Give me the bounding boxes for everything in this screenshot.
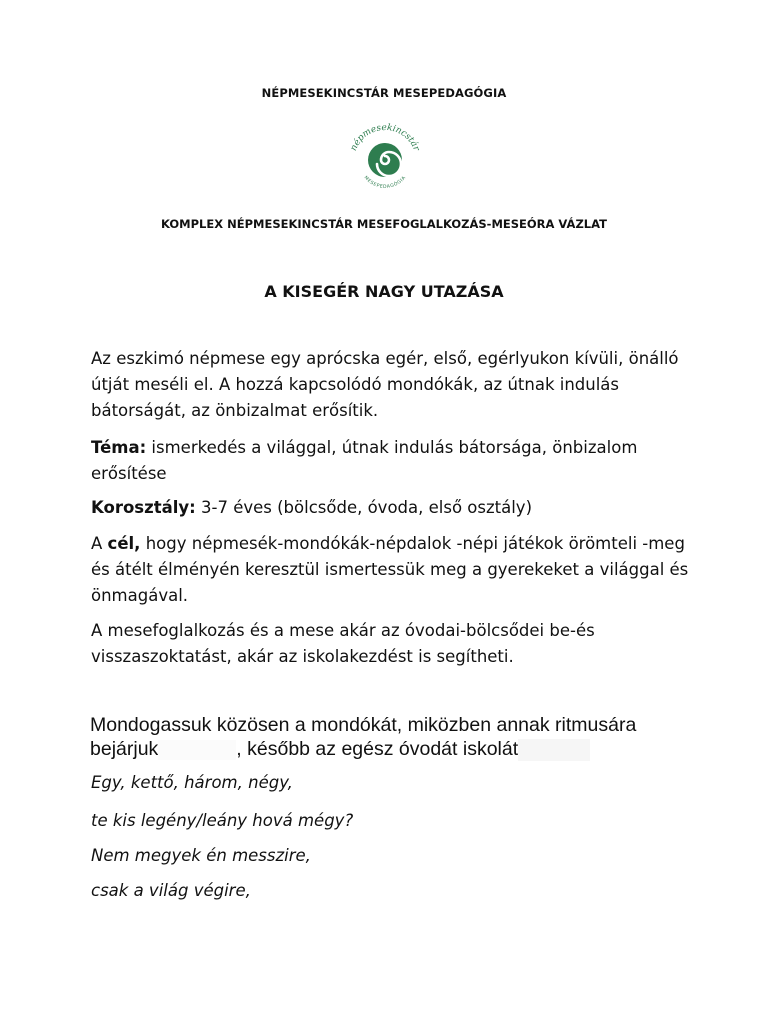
intro-paragraph: Az eszkimó népmese egy aprócska egér, első, egérlyukon kívüli, önálló útját meséli el. A hozzá kapcsolódó mondókák, az útnak indulás bátorságát, az önbizalmat erősítik. <box>91 349 679 420</box>
blank-gap <box>158 740 236 760</box>
verse-line-1: Egy, kettő, három, négy, <box>91 773 293 792</box>
korosztaly-label: Korosztály: <box>91 498 196 517</box>
cel-paragraph <box>91 531 691 609</box>
mondogassuk-line-2-end: , később az egész óvodát iskolát <box>236 738 519 760</box>
document-subtitle: KOMPLEX NÉPMESEKINCSTÁR MESEFOGLALKOZÁS-MESEÓRA VÁZLAT <box>161 217 607 231</box>
korosztaly-text: 3-7 éves (bölcsőde, óvoda, első osztály) <box>195 498 533 517</box>
mesefoglalkozas-paragraph: A mesefoglalkozás és a mese akár az óvodai-bölcsődei be-és visszaszoktatást, akár az iskolakezdést is segítheti. <box>91 621 595 666</box>
tema-paragraph <box>91 435 691 487</box>
cel-label: cél, <box>107 534 141 553</box>
tema-label: Téma: <box>91 438 147 457</box>
blank-tail <box>518 739 590 761</box>
mondogassuk-line-2 <box>90 737 710 761</box>
logo-arc-text-top: népmesekincstár <box>348 122 422 153</box>
verse-line-3: Nem megyek én messzire, <box>91 846 311 865</box>
spiral-logo-icon <box>340 113 430 203</box>
korosztaly-paragraph <box>91 495 691 521</box>
tema-text: ismerkedés a világgal, útnak indulás bátorsága, önbizalom erősítése <box>91 438 638 483</box>
logo-arc-text-bottom: MESEPEDAGÓGIA <box>362 175 408 190</box>
organization-header: NÉPMESEKINCSTÁR MESEPEDAGÓGIA <box>261 86 507 100</box>
cel-prefix: A <box>91 534 108 553</box>
verse-line-4: csak a világ végire, <box>91 881 251 900</box>
verse-line-2: te kis legény/leány hová mégy? <box>91 811 354 830</box>
mondogassuk-line-2-start: bejárjuk <box>90 738 159 760</box>
cel-text: hogy népmesék-mondókák-népdalok -népi játékok örömteli -meg és átélt élményén keresztül ismertessük meg a gyerekeket a világgal és önmagával. <box>91 534 689 605</box>
mondogassuk-line-1: Mondogassuk közösen a mondókát, miközben annak ritmusára <box>90 714 637 736</box>
mondogassuk-paragraph <box>90 713 710 761</box>
story-title: A KISEGÉR NAGY UTAZÁSA <box>264 282 504 301</box>
